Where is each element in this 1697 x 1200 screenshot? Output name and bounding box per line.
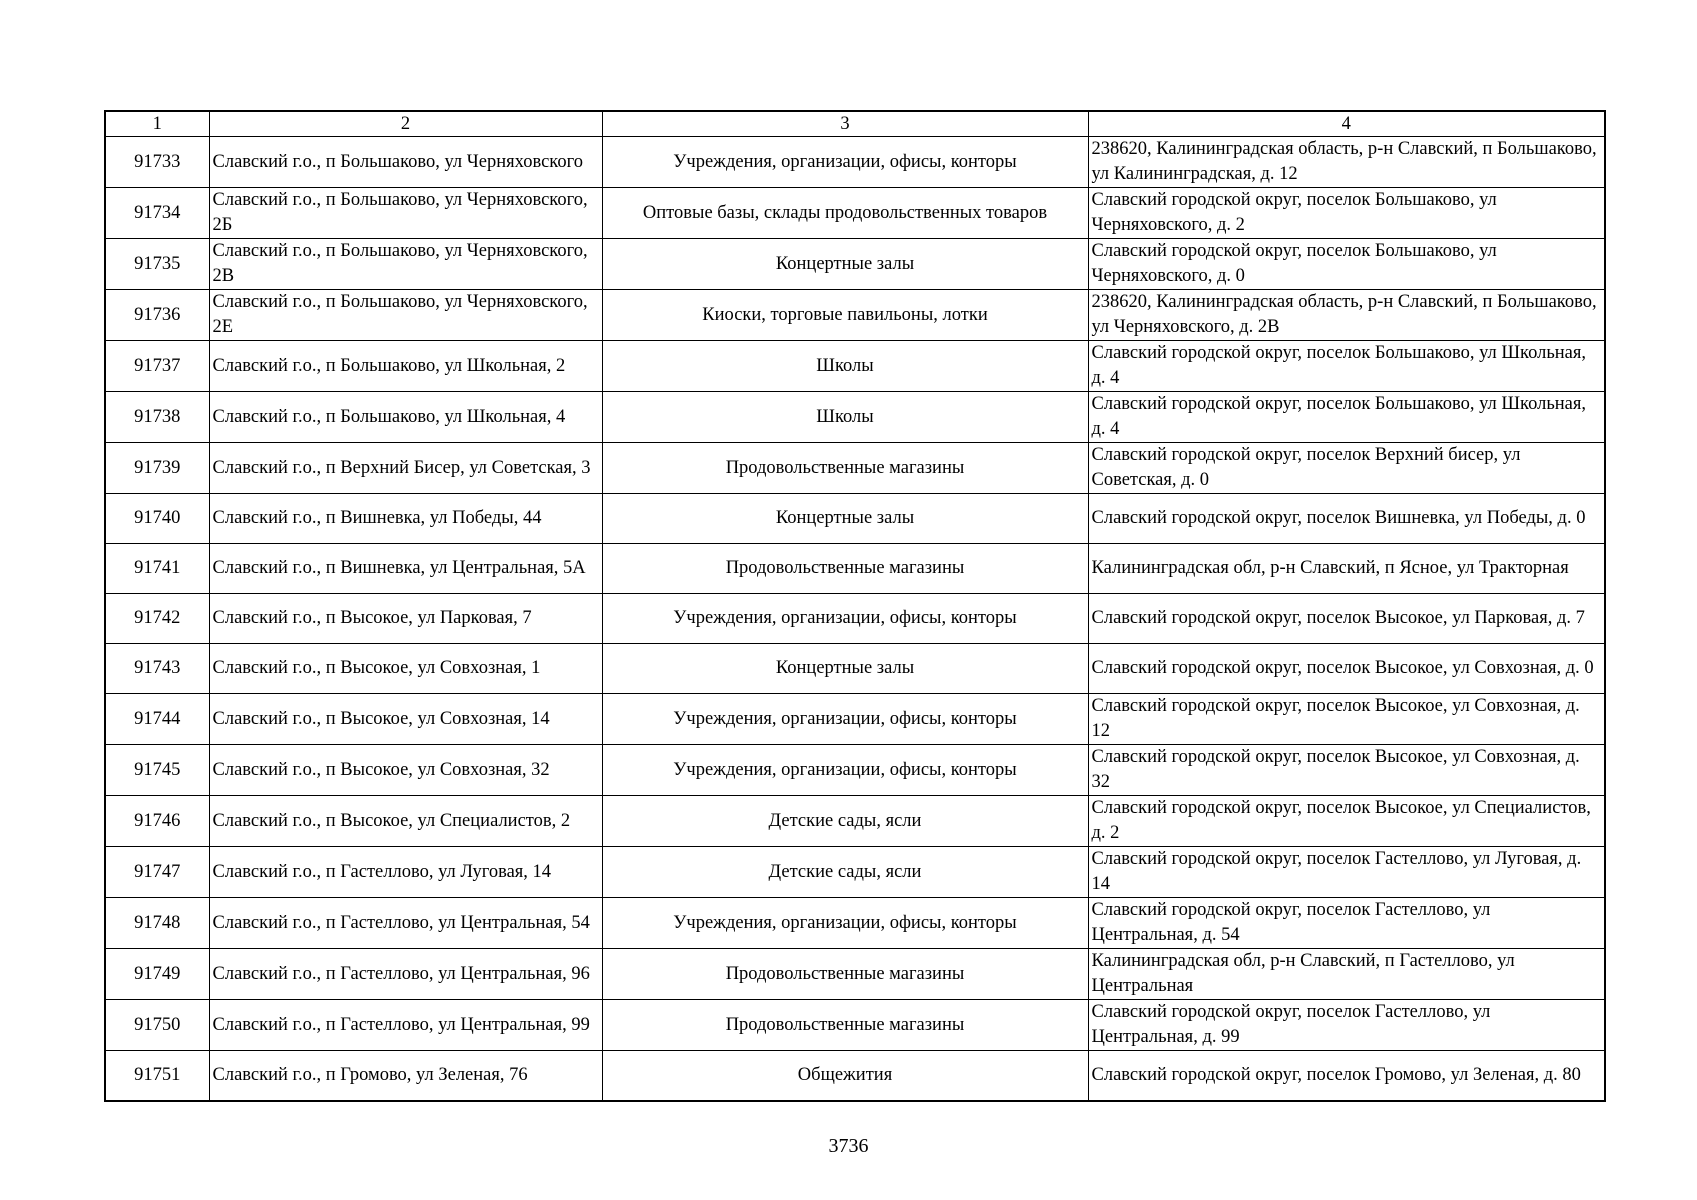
location-cell: Славский городской округ, поселок Гастеллово, ул Центральная, д. 54 — [1088, 898, 1605, 949]
table-row — [105, 745, 1605, 796]
table-header-row — [105, 111, 1605, 137]
location-cell: 238620, Калининградская область, р-н Славский, п Большаково, ул Калининградская, д. 12 — [1088, 137, 1605, 188]
row-number-cell: 91733 — [105, 137, 209, 188]
object-type-cell: Продовольственные магазины — [602, 949, 1088, 1000]
header-cell-4: 4 — [1088, 111, 1605, 137]
location-cell: Славский городской округ, поселок Громово, ул Зеленая, д. 80 — [1088, 1051, 1605, 1102]
address-cell: Славский г.о., п Высокое, ул Специалистов, 2 — [209, 796, 602, 847]
location-cell: Славский городской округ, поселок Гастеллово, ул Луговая, д. 14 — [1088, 847, 1605, 898]
address-cell: Славский г.о., п Высокое, ул Совхозная, 1 — [209, 644, 602, 694]
address-cell: Славский г.о., п Высокое, ул Парковая, 7 — [209, 594, 602, 644]
row-number-cell: 91738 — [105, 392, 209, 443]
location-cell: Славский городской округ, поселок Большаково, ул Черняховского, д. 2 — [1088, 188, 1605, 239]
table-row — [105, 1051, 1605, 1102]
object-type-cell: Концертные залы — [602, 644, 1088, 694]
header-cell-3: 3 — [602, 111, 1088, 137]
table-row — [105, 644, 1605, 694]
address-cell: Славский г.о., п Большаково, ул Черняховского — [209, 137, 602, 188]
table-row — [105, 594, 1605, 644]
object-type-cell: Школы — [602, 341, 1088, 392]
table-row — [105, 544, 1605, 594]
location-cell: Славский городской округ, поселок Гастеллово, ул Центральная, д. 99 — [1088, 1000, 1605, 1051]
object-type-cell: Детские сады, ясли — [602, 847, 1088, 898]
object-type-cell: Продовольственные магазины — [602, 544, 1088, 594]
address-cell: Славский г.о., п Гастеллово, ул Луговая, 14 — [209, 847, 602, 898]
table-row — [105, 239, 1605, 290]
object-type-cell: Общежития — [602, 1051, 1088, 1102]
address-cell: Славский г.о., п Гастеллово, ул Центральная, 99 — [209, 1000, 602, 1051]
address-cell: Славский г.о., п Высокое, ул Совхозная, 32 — [209, 745, 602, 796]
row-number-cell: 91743 — [105, 644, 209, 694]
row-number-cell: 91744 — [105, 694, 209, 745]
table-row — [105, 694, 1605, 745]
location-cell: Славский городской округ, поселок Высокое, ул Совхозная, д. 32 — [1088, 745, 1605, 796]
row-number-cell: 91749 — [105, 949, 209, 1000]
row-number-cell: 91746 — [105, 796, 209, 847]
address-cell: Славский г.о., п Большаково, ул Черняховского, 2В — [209, 239, 602, 290]
object-type-cell: Учреждения, организации, офисы, конторы — [602, 694, 1088, 745]
location-cell: 238620, Калининградская область, р-н Славский, п Большаково, ул Черняховского, д. 2В — [1088, 290, 1605, 341]
location-cell: Славский городской округ, поселок Верхний бисер, ул Советская, д. 0 — [1088, 443, 1605, 494]
object-type-cell: Продовольственные магазины — [602, 443, 1088, 494]
header-cell-2: 2 — [209, 111, 602, 137]
location-cell: Славский городской округ, поселок Вишневка, ул Победы, д. 0 — [1088, 494, 1605, 544]
table-row — [105, 949, 1605, 1000]
row-number-cell: 91748 — [105, 898, 209, 949]
row-number-cell: 91747 — [105, 847, 209, 898]
page-number: 3736 — [828, 1135, 869, 1157]
location-cell: Славский городской округ, поселок Большаково, ул Школьная, д. 4 — [1088, 341, 1605, 392]
row-number-cell: 91750 — [105, 1000, 209, 1051]
location-cell: Калининградская обл, р-н Славский, п Гастеллово, ул Центральная — [1088, 949, 1605, 1000]
address-cell: Славский г.о., п Вишневка, ул Центральная, 5А — [209, 544, 602, 594]
row-number-cell: 91742 — [105, 594, 209, 644]
table-row — [105, 796, 1605, 847]
object-type-cell: Учреждения, организации, офисы, конторы — [602, 745, 1088, 796]
object-type-cell: Концертные залы — [602, 239, 1088, 290]
location-cell: Калининградская обл, р-н Славский, п Ясное, ул Тракторная — [1088, 544, 1605, 594]
address-cell: Славский г.о., п Большаково, ул Школьная, 2 — [209, 341, 602, 392]
address-cell: Славский г.о., п Большаково, ул Черняховского, 2Б — [209, 188, 602, 239]
address-cell: Славский г.о., п Большаково, ул Школьная, 4 — [209, 392, 602, 443]
table-row — [105, 494, 1605, 544]
table-row — [105, 392, 1605, 443]
table-row — [105, 1000, 1605, 1051]
location-cell: Славский городской округ, поселок Высокое, ул Совхозная, д. 12 — [1088, 694, 1605, 745]
row-number-cell: 91751 — [105, 1051, 209, 1102]
register-table — [104, 110, 1606, 1102]
row-number-cell: 91736 — [105, 290, 209, 341]
object-type-cell: Учреждения, организации, офисы, конторы — [602, 594, 1088, 644]
object-type-cell: Учреждения, организации, офисы, конторы — [602, 898, 1088, 949]
register-table-body — [105, 111, 1605, 1101]
object-type-cell: Детские сады, ясли — [602, 796, 1088, 847]
address-cell: Славский г.о., п Высокое, ул Совхозная, 14 — [209, 694, 602, 745]
row-number-cell: 91740 — [105, 494, 209, 544]
object-type-cell: Концертные залы — [602, 494, 1088, 544]
location-cell: Славский городской округ, поселок Большаково, ул Школьная, д. 4 — [1088, 392, 1605, 443]
table-row — [105, 290, 1605, 341]
address-cell: Славский г.о., п Гастеллово, ул Центральная, 96 — [209, 949, 602, 1000]
table-row — [105, 137, 1605, 188]
table-row — [105, 847, 1605, 898]
address-cell: Славский г.о., п Гастеллово, ул Центральная, 54 — [209, 898, 602, 949]
address-cell: Славский г.о., п Громово, ул Зеленая, 76 — [209, 1051, 602, 1102]
object-type-cell: Школы — [602, 392, 1088, 443]
table-row — [105, 898, 1605, 949]
header-cell-1: 1 — [105, 111, 209, 137]
row-number-cell: 91737 — [105, 341, 209, 392]
object-type-cell: Оптовые базы, склады продовольственных товаров — [602, 188, 1088, 239]
row-number-cell: 91735 — [105, 239, 209, 290]
row-number-cell: 91741 — [105, 544, 209, 594]
table-row — [105, 341, 1605, 392]
object-type-cell: Учреждения, организации, офисы, конторы — [602, 137, 1088, 188]
location-cell: Славский городской округ, поселок Высокое, ул Специалистов, д. 2 — [1088, 796, 1605, 847]
address-cell: Славский г.о., п Вишневка, ул Победы, 44 — [209, 494, 602, 544]
address-cell: Славский г.о., п Верхний Бисер, ул Советская, 3 — [209, 443, 602, 494]
table-row — [105, 188, 1605, 239]
table-row — [105, 443, 1605, 494]
address-cell: Славский г.о., п Большаково, ул Черняховского, 2Е — [209, 290, 602, 341]
object-type-cell: Продовольственные магазины — [602, 1000, 1088, 1051]
location-cell: Славский городской округ, поселок Большаково, ул Черняховского, д. 0 — [1088, 239, 1605, 290]
row-number-cell: 91734 — [105, 188, 209, 239]
location-cell: Славский городской округ, поселок Высокое, ул Парковая, д. 7 — [1088, 594, 1605, 644]
location-cell: Славский городской округ, поселок Высокое, ул Совхозная, д. 0 — [1088, 644, 1605, 694]
row-number-cell: 91745 — [105, 745, 209, 796]
object-type-cell: Киоски, торговые павильоны, лотки — [602, 290, 1088, 341]
row-number-cell: 91739 — [105, 443, 209, 494]
